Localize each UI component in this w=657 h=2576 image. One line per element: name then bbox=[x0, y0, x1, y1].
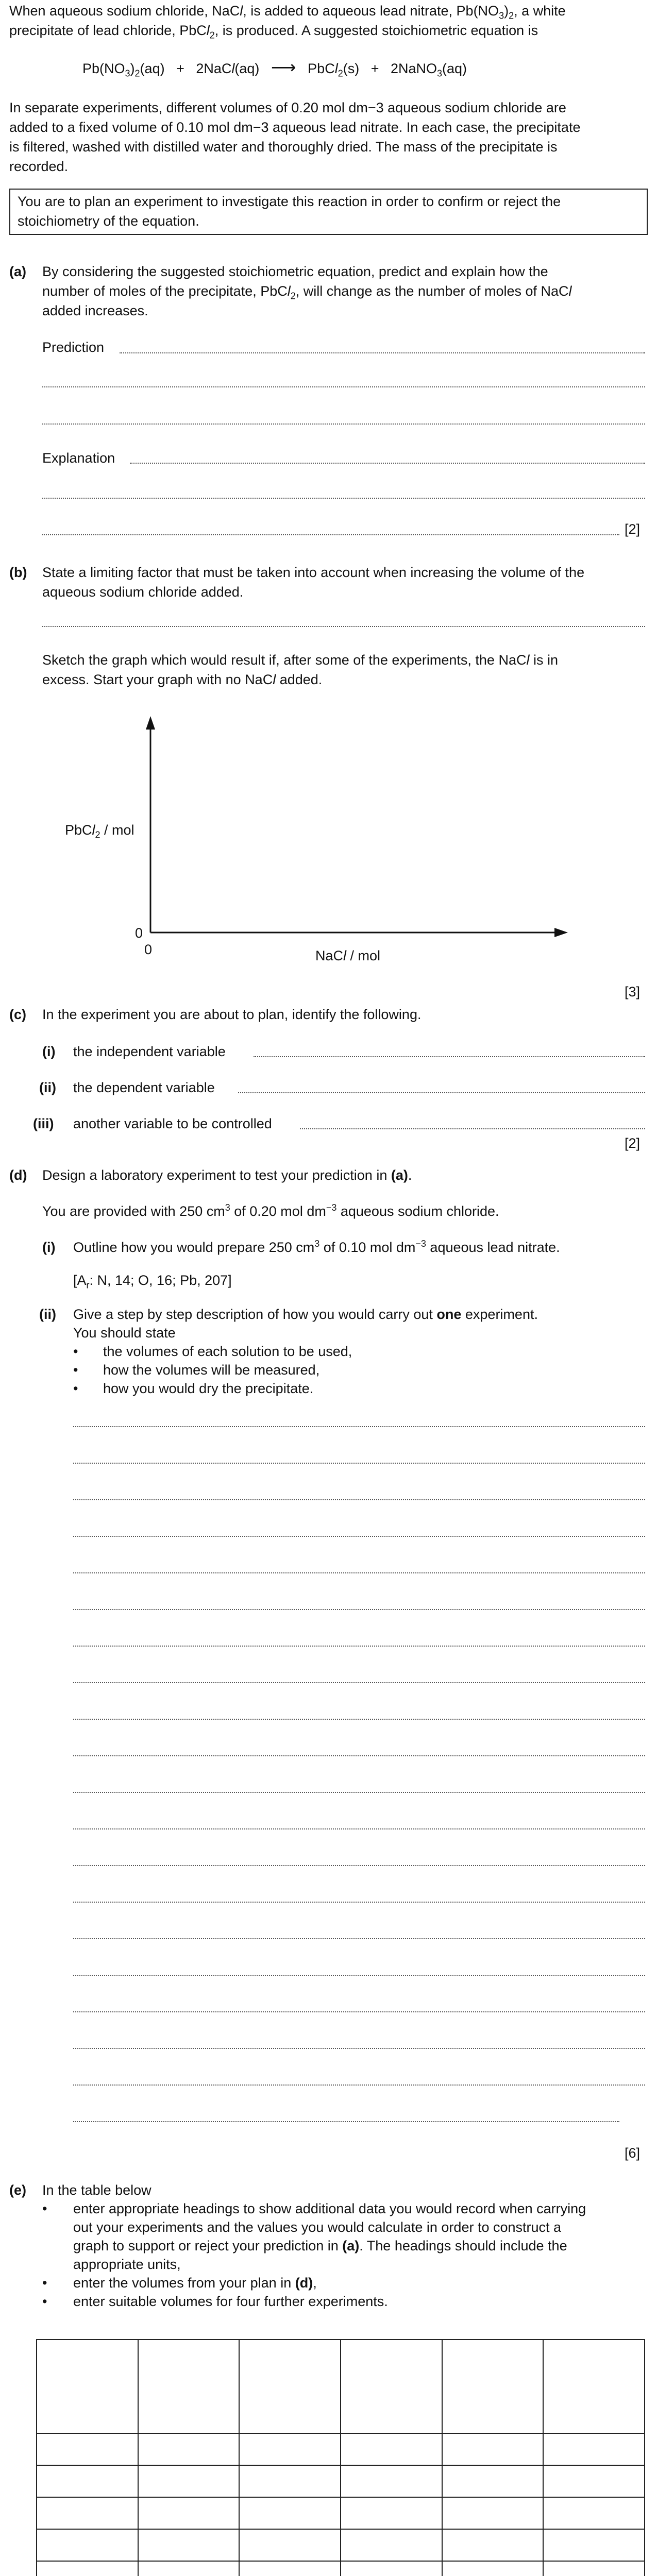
table-header-cell[interactable] bbox=[543, 2340, 645, 2433]
table-cell[interactable] bbox=[543, 2433, 645, 2465]
bullet-dot: • bbox=[73, 1381, 78, 1396]
marks-c: [2] bbox=[625, 1136, 641, 1151]
table-cell[interactable] bbox=[442, 2433, 544, 2465]
question-e-bullet-1a: enter appropriate headings to show additional data you would record when carrying bbox=[73, 2201, 586, 2216]
answer-line[interactable] bbox=[73, 1536, 645, 1537]
intro-p2-2: added to a fixed volume of 0.10 mol dm−3 aqueous lead nitrate. In each case, the precipitate bbox=[9, 120, 581, 135]
marks-b: [3] bbox=[625, 984, 641, 999]
bullet-dot: • bbox=[42, 2275, 47, 2291]
answer-line[interactable] bbox=[73, 1426, 645, 1427]
answer-line[interactable] bbox=[73, 2084, 645, 2086]
table-cell[interactable] bbox=[37, 2529, 138, 2561]
table-cell[interactable] bbox=[341, 2433, 442, 2465]
answer-line[interactable] bbox=[254, 1056, 645, 1057]
answer-line[interactable] bbox=[73, 1463, 645, 1464]
equation: $Pb(NO_3)_2(aq)$ + 2NaCl(aq) ⟶ PbCl$_2$(s) + 2NaNO$_3$(aq) bbox=[82, 58, 467, 79]
question-d-bullet-3: how you would dry the precipitate. bbox=[103, 1381, 314, 1396]
table-row bbox=[37, 2433, 645, 2465]
question-d-label: (d) bbox=[9, 1167, 27, 1183]
answer-line[interactable] bbox=[73, 1646, 645, 1647]
answer-line[interactable] bbox=[73, 1755, 645, 1756]
explanation-answer-line[interactable] bbox=[130, 463, 645, 464]
table-header-cell[interactable] bbox=[239, 2340, 341, 2433]
question-e-bullet-1c: graph to support or reject your prediction in (a). The headings should include the bbox=[73, 2238, 567, 2253]
question-b-line-2: aqueous sodium chloride added. bbox=[42, 584, 244, 600]
table-cell[interactable] bbox=[442, 2497, 544, 2529]
question-b-line-1: State a limiting factor that must be taken into account when increasing the volume of the bbox=[42, 565, 585, 580]
intro-line-1: When aqueous sodium chloride, NaCl, is added to aqueous lead nitrate, $Pb(NO_3)_2$, a white bbox=[9, 3, 566, 21]
table-cell[interactable] bbox=[239, 2433, 341, 2465]
table-row bbox=[37, 2529, 645, 2561]
question-d-ii-label: (ii) bbox=[39, 1307, 56, 1322]
answer-line[interactable] bbox=[73, 2011, 645, 2012]
question-b-sketch-1: Sketch the graph which would result if, after some of the experiments, the NaCl is in bbox=[42, 652, 558, 668]
x-origin-label: 0 bbox=[144, 942, 153, 957]
table-cell[interactable] bbox=[37, 2433, 138, 2465]
bullet-dot: • bbox=[73, 1344, 78, 1359]
answer-line[interactable] bbox=[73, 1975, 645, 1976]
question-b-sketch-2: excess. Start your graph with no NaCl added. bbox=[42, 672, 323, 687]
table-cell[interactable] bbox=[138, 2529, 240, 2561]
intro-p2-1: In separate experiments, different volumes of 0.20 mol dm−3 aqueous sodium chloride are bbox=[9, 100, 566, 115]
x-axis-label: NaCl / mol bbox=[315, 948, 381, 963]
x-axis-arrow bbox=[554, 928, 568, 937]
results-table bbox=[36, 2339, 645, 2576]
marks-a: [2] bbox=[625, 521, 641, 537]
answer-line[interactable] bbox=[42, 423, 645, 425]
table-cell[interactable] bbox=[543, 2465, 645, 2497]
question-d-bullet-2: how the volumes will be measured, bbox=[103, 1362, 320, 1378]
table-cell[interactable] bbox=[138, 2465, 240, 2497]
question-d-i-label: (i) bbox=[42, 1240, 56, 1255]
question-d-bullet-1: the volumes of each solution to be used, bbox=[103, 1344, 352, 1359]
question-a-line-1: By considering the suggested stoichiometric equation, predict and explain how the bbox=[42, 264, 548, 279]
question-c-intro: In the experiment you are about to plan, identify the following. bbox=[42, 1007, 422, 1022]
table-header-cell[interactable] bbox=[442, 2340, 544, 2433]
answer-line[interactable] bbox=[42, 626, 645, 627]
question-d-ii-line-1: Give a step by step description of how you would carry out one experiment. bbox=[73, 1307, 538, 1322]
y-axis-label: PbCl$_2$ / mol bbox=[65, 822, 134, 840]
table-cell[interactable] bbox=[341, 2497, 442, 2529]
intro-p2-3: is filtered, washed with distilled water and thoroughly dried. The mass of the precipitate is bbox=[9, 139, 558, 155]
y-axis-arrow bbox=[146, 716, 155, 730]
answer-line[interactable] bbox=[73, 1719, 645, 1720]
table-header-cell[interactable] bbox=[341, 2340, 442, 2433]
question-a-label: (a) bbox=[9, 264, 26, 279]
question-c-i-label: (i) bbox=[42, 1044, 56, 1059]
question-b-label: (b) bbox=[9, 565, 27, 580]
intro-line-2: precipitate of lead chloride, PbCl$_2$, is produced. A suggested stoichiometric equation is bbox=[9, 23, 538, 41]
answer-line[interactable] bbox=[73, 1572, 645, 1573]
table-cell[interactable] bbox=[543, 2529, 645, 2561]
question-c-label: (c) bbox=[9, 1007, 26, 1022]
answer-line[interactable] bbox=[73, 1865, 645, 1866]
table-cell[interactable] bbox=[239, 2465, 341, 2497]
table-cell[interactable] bbox=[442, 2529, 544, 2561]
answer-line[interactable] bbox=[73, 1609, 645, 1610]
table-cell[interactable] bbox=[239, 2529, 341, 2561]
bullet-dot: • bbox=[73, 1362, 78, 1378]
instruction-line-2: stoichiometry of the equation. bbox=[18, 213, 199, 229]
relative-atomic-masses: [$A_r$: N, 14; O, 16; Pb, 207] bbox=[73, 1273, 232, 1291]
instruction-line-1: You are to plan an experiment to investigate this reaction in order to confirm or reject the bbox=[18, 194, 561, 209]
question-e-bullet-3: enter suitable volumes for four further experiments. bbox=[73, 2294, 388, 2309]
answer-line[interactable] bbox=[73, 2121, 619, 2122]
table-cell[interactable] bbox=[138, 2497, 240, 2529]
prediction-label: Prediction bbox=[42, 340, 105, 355]
sketch-axes[interactable] bbox=[52, 706, 593, 974]
table-cell[interactable] bbox=[37, 2561, 138, 2576]
question-c-ii-label: (ii) bbox=[39, 1080, 56, 1095]
answer-line[interactable] bbox=[238, 1092, 645, 1093]
question-d-i-text: Outline how you would prepare 250 $cm^3$ of 0.10 mol $dm^{-3}$ aqueous lead nitrate. bbox=[73, 1239, 560, 1255]
question-c-i-text: the independent variable bbox=[73, 1044, 226, 1059]
intro-p2-4: recorded. bbox=[9, 159, 69, 174]
question-a-line-2: number of moles of the precipitate, PbCl$_2$, will change as the number of moles of NaCl bbox=[42, 283, 572, 301]
question-d-ii-line-2: You should state bbox=[73, 1325, 176, 1341]
answer-line[interactable] bbox=[73, 2048, 645, 2049]
explanation-label: Explanation bbox=[42, 450, 115, 466]
question-d-line-2: You are provided with 250 $cm^3$ of 0.20 mol $dm^{-3}$ aqueous sodium chloride. bbox=[42, 1202, 499, 1219]
answer-line[interactable] bbox=[73, 1792, 645, 1793]
answer-line[interactable] bbox=[73, 1499, 645, 1500]
answer-line[interactable] bbox=[73, 1682, 645, 1683]
y-origin-label: 0 bbox=[135, 925, 143, 941]
table-cell[interactable] bbox=[341, 2529, 442, 2561]
table-cell[interactable] bbox=[543, 2497, 645, 2529]
question-c-iii-text: another variable to be controlled bbox=[73, 1116, 272, 1131]
table-cell[interactable] bbox=[341, 2561, 442, 2576]
table-cell[interactable] bbox=[37, 2497, 138, 2529]
table-cell[interactable] bbox=[138, 2433, 240, 2465]
table-row bbox=[37, 2561, 645, 2576]
instruction-box bbox=[9, 189, 648, 235]
question-e-bullet-2: enter the volumes from your plan in (d), bbox=[73, 2275, 317, 2291]
table-cell[interactable] bbox=[138, 2561, 240, 2576]
table-cell[interactable] bbox=[37, 2465, 138, 2497]
question-d-line-1: Design a laboratory experiment to test your prediction in (a). bbox=[42, 1167, 412, 1183]
answer-line[interactable] bbox=[300, 1128, 645, 1129]
table-cell[interactable] bbox=[341, 2465, 442, 2497]
question-e-bullet-1d: appropriate units, bbox=[73, 2257, 181, 2272]
question-e-label: (e) bbox=[9, 2182, 26, 2198]
table-cell[interactable] bbox=[442, 2465, 544, 2497]
table-cell[interactable] bbox=[442, 2561, 544, 2576]
bullet-dot: • bbox=[42, 2294, 47, 2309]
question-c-iii-label: (iii) bbox=[33, 1116, 54, 1131]
table-cell[interactable] bbox=[239, 2561, 341, 2576]
question-c-ii-text: the dependent variable bbox=[73, 1080, 215, 1095]
table-header-cell[interactable] bbox=[37, 2340, 138, 2433]
answer-line[interactable] bbox=[73, 1902, 645, 1903]
answer-line[interactable] bbox=[73, 1828, 645, 1829]
prediction-answer-line[interactable] bbox=[120, 352, 645, 353]
question-e-bullet-1b: out your experiments and the values you would calculate in order to construct a bbox=[73, 2219, 562, 2235]
marks-d: [6] bbox=[625, 2145, 641, 2161]
table-cell[interactable] bbox=[239, 2497, 341, 2529]
table-header-row bbox=[37, 2340, 645, 2433]
table-row bbox=[37, 2465, 645, 2497]
question-a-line-3: added increases. bbox=[42, 303, 148, 318]
answer-line[interactable] bbox=[42, 534, 619, 535]
table-cell[interactable] bbox=[543, 2561, 645, 2576]
table-header-cell[interactable] bbox=[138, 2340, 240, 2433]
answer-line[interactable] bbox=[42, 498, 645, 499]
bullet-dot: • bbox=[42, 2201, 47, 2216]
answer-line[interactable] bbox=[42, 386, 645, 387]
table-row bbox=[37, 2497, 645, 2529]
question-e-line-1: In the table below bbox=[42, 2182, 151, 2198]
answer-line[interactable] bbox=[73, 1938, 645, 1939]
